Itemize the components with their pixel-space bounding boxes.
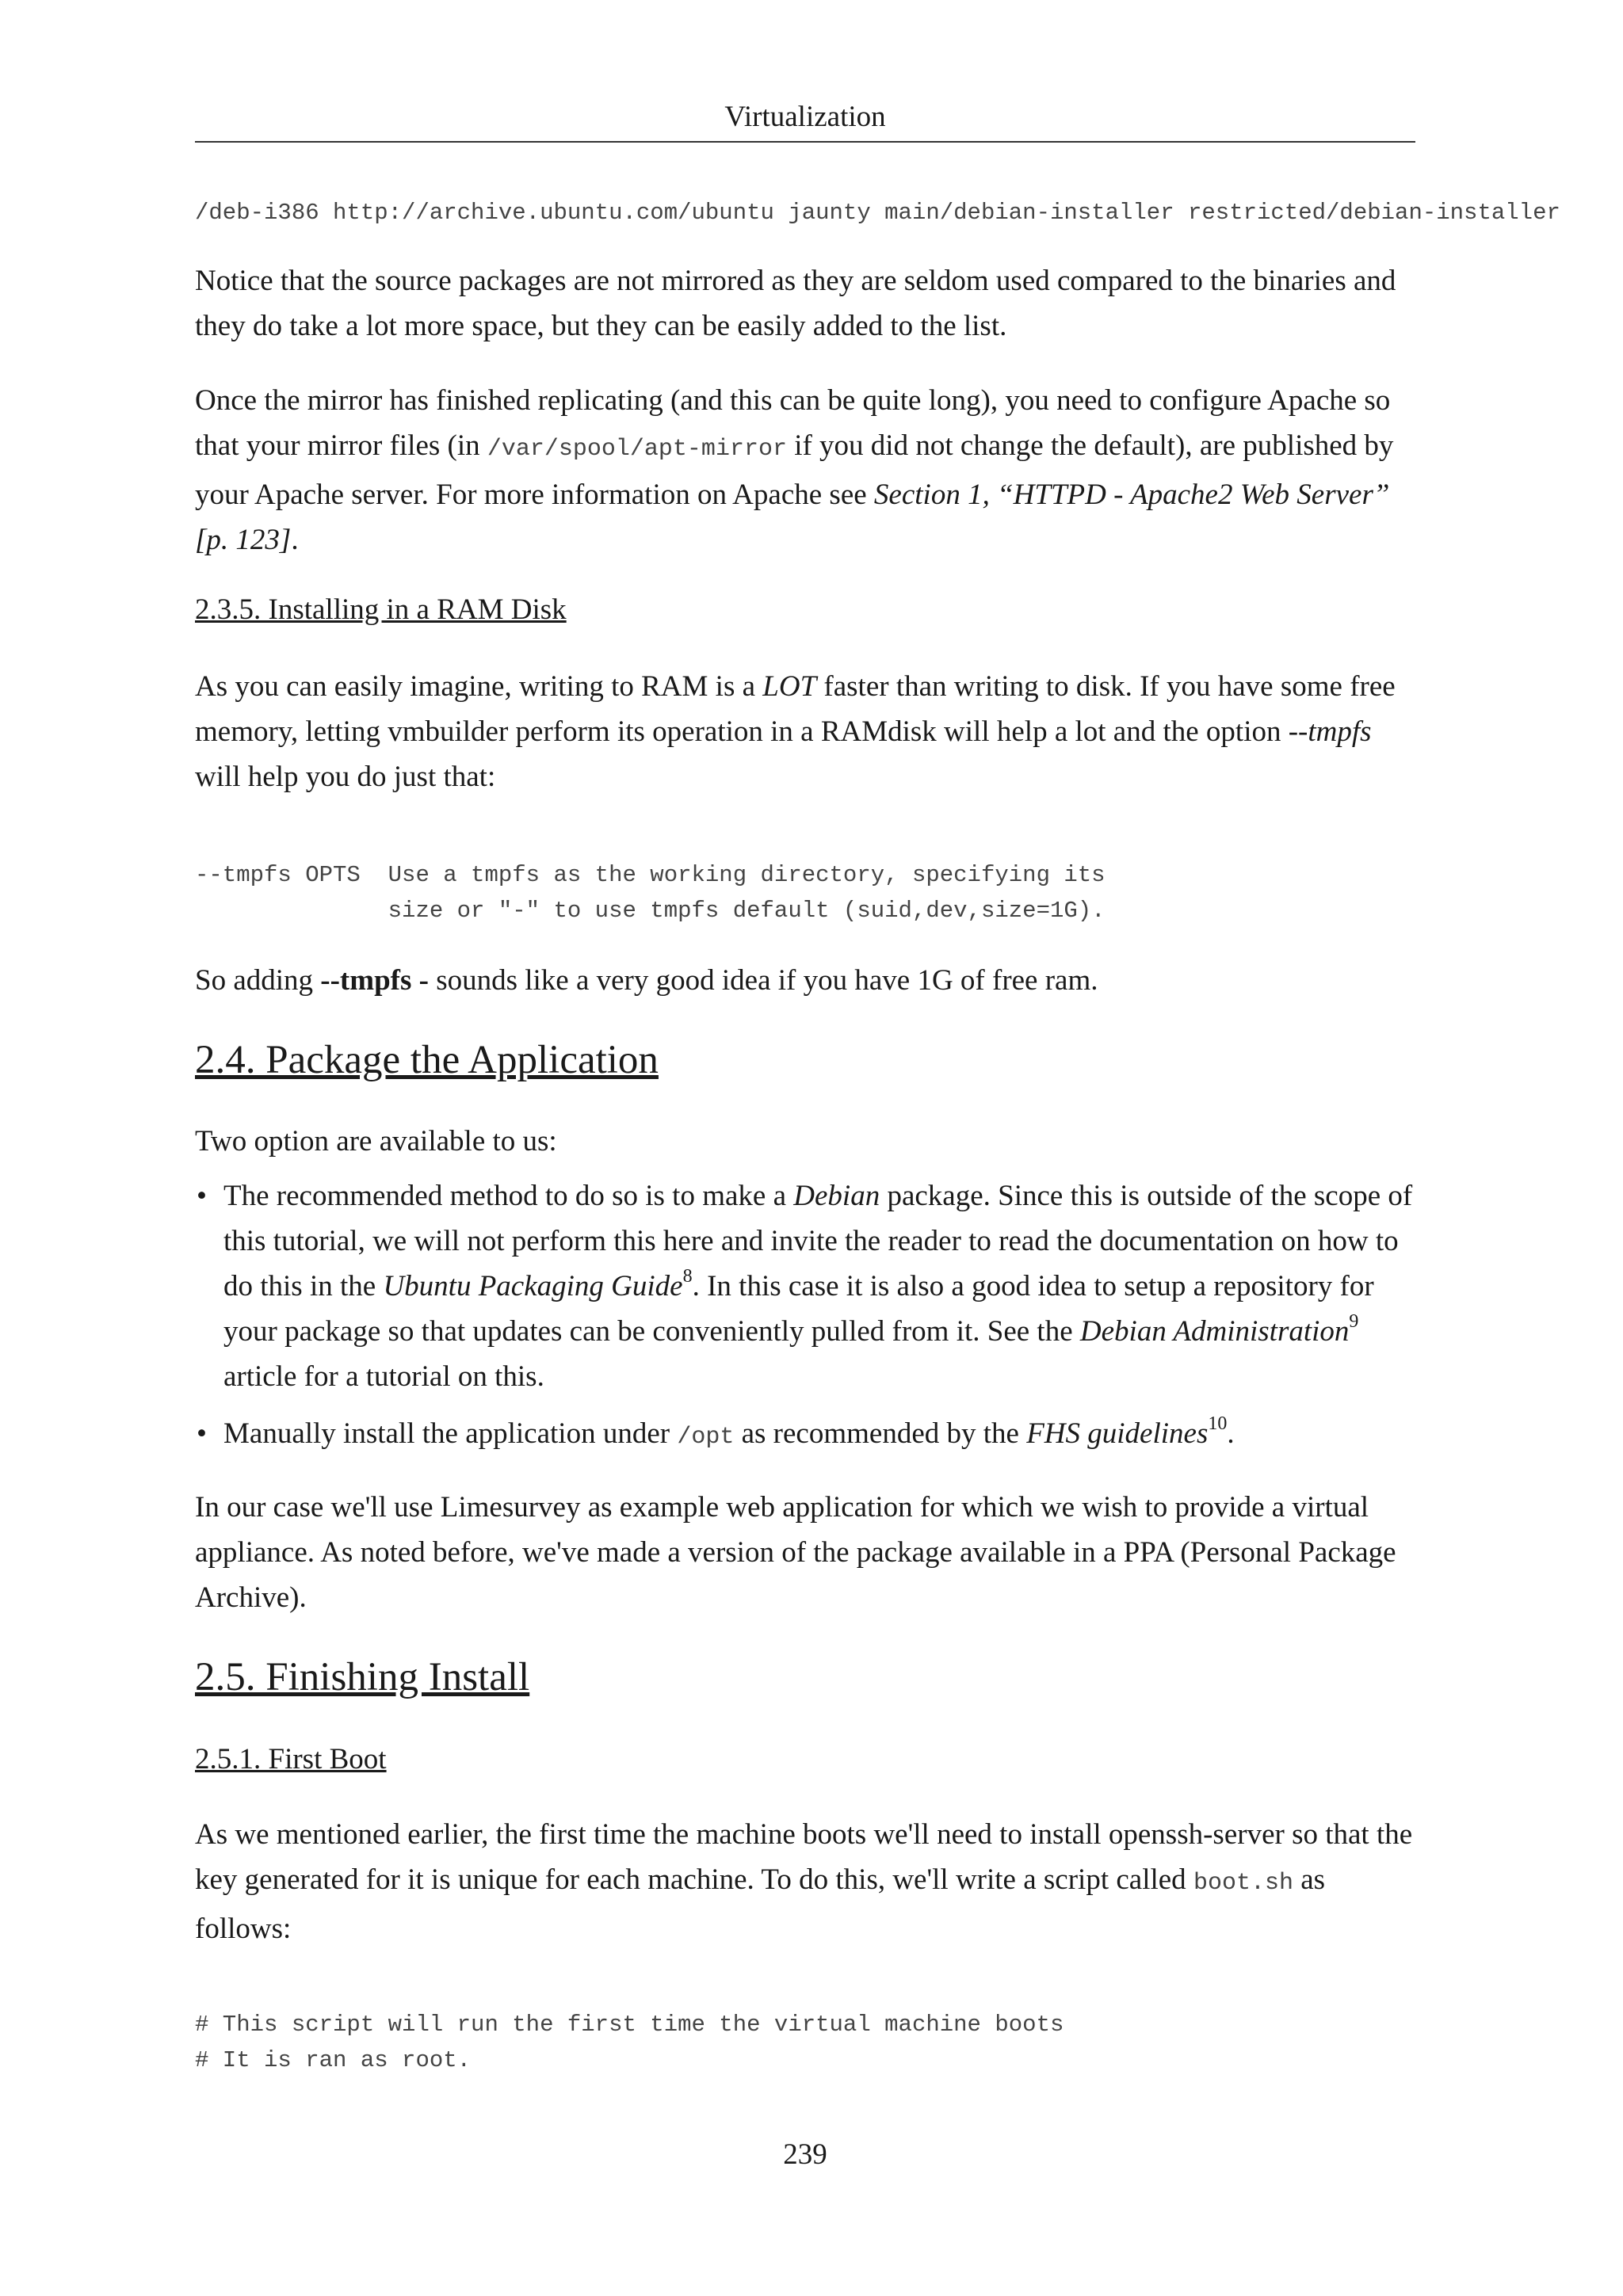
code-line-tmpfs-2: size or "-" to use tmpfs default (suid,dev,size=1G). xyxy=(195,898,1106,924)
paragraph-limesurvey: In our case we'll use Limesurvey as example web application for which we wish to provide a virtual appliance. As noted before, we've made a version of the package available in a PPA (Personal Package Archive). xyxy=(195,1491,1396,1614)
link-debian-administration[interactable]: Debian Administration xyxy=(1079,1315,1350,1348)
subsection-title-ram-disk: 2.3.5. Installing in a RAM Disk xyxy=(195,593,567,626)
paragraph-text: sounds like a very good idea if you have 1G of free ram. xyxy=(428,964,1098,997)
list-item-fragment: article for a tutorial on this. xyxy=(223,1360,544,1393)
list-item-fragment: . In this case it is also a good idea to setup a repository for your package so that updates can be conveniently pulled from it. See the xyxy=(223,1270,1374,1348)
section-title-package-application: 2.4. Package the Application xyxy=(195,1038,659,1082)
bullet-glyph: • xyxy=(197,1417,207,1450)
list-item-text xyxy=(223,1411,1415,1460)
list-item xyxy=(195,1173,1415,1399)
page-number: 239 xyxy=(783,2138,827,2171)
list-item-fragment: as recommended by the xyxy=(734,1417,1027,1450)
paragraph-text: As we mentioned earlier, the first time the machine boots we'll need to install openssh-server so that the key generated for it is unique for each machine. To do this, we'll write a script called xyxy=(195,1818,1413,1896)
inline-code-boot-sh: boot.sh xyxy=(1193,1870,1293,1897)
subsection-title-first-boot: 2.5.1. First Boot xyxy=(195,1743,387,1775)
paragraph-text: So adding xyxy=(195,964,321,997)
header-rule xyxy=(195,141,1415,143)
section-title-finishing-install: 2.5. Finishing Install xyxy=(195,1655,530,1699)
paragraph-text: faster than writing to disk. If you have some free memory, letting vmbuilder perform its operation in a RAMdisk will help a lot and the option xyxy=(195,670,1396,748)
paragraph-text: as follows: xyxy=(195,1863,1326,1945)
list-item xyxy=(195,1411,1415,1460)
list-item-text xyxy=(223,1173,1415,1399)
code-line-boot-1: # This script will run the first time the virtual machine boots xyxy=(195,2012,1064,2038)
emphasis-lot: LOT xyxy=(762,670,817,703)
list-item-fragment: Manually install the application under xyxy=(223,1417,678,1450)
footnote-ref-10[interactable]: 10 xyxy=(1208,1413,1228,1434)
paragraph-source-packages: Notice that the source packages are not mirrored as they are seldom used compared to the binaries and they do take a lot more space, but they can be easily added to the list. xyxy=(195,265,1396,342)
footnote-ref-9[interactable]: 9 xyxy=(1349,1310,1359,1332)
list-item-fragment: The recommended method to do so is to make a xyxy=(223,1180,794,1212)
emphasis-debian: Debian xyxy=(793,1180,880,1212)
paragraph-mirror-apache xyxy=(195,378,1415,563)
emphasis-tmpfs: --tmpfs xyxy=(1288,715,1372,748)
footnote-ref-8[interactable]: 8 xyxy=(682,1265,693,1287)
inline-code-path: /var/spool/apt-mirror xyxy=(487,436,787,463)
inline-code-opt: /opt xyxy=(677,1424,735,1451)
paragraph-tmpfs-advice xyxy=(195,958,1415,1003)
cross-reference-link[interactable]: Section 1, “HTTPD - Apache2 Web Server” [p. 123] xyxy=(195,479,1390,556)
link-fhs-guidelines[interactable]: FHS guidelines xyxy=(1026,1417,1209,1450)
code-line-tmpfs-1: --tmpfs OPTS Use a tmpfs as the working directory, specifying its xyxy=(195,862,1106,888)
paragraph-text: . xyxy=(291,524,299,556)
bullet-glyph: • xyxy=(197,1180,207,1212)
paragraph-ram-disk xyxy=(195,664,1415,799)
paragraph-text: if you did not change the default), are published by your Apache server. For more information on Apache see xyxy=(195,429,1394,511)
list-item-fragment: . xyxy=(1227,1417,1235,1450)
paragraph-first-boot xyxy=(195,1812,1415,1951)
paragraph-text: Once the mirror has finished replicating (and this can be quite long), you need to configure Apache so that your mirror files (in xyxy=(195,384,1391,462)
strong-tmpfs: --tmpfs - xyxy=(320,964,429,997)
code-line-deb-i386: /deb-i386 http://archive.ubuntu.com/ubuntu jaunty main/debian-installer restricted/debian-installer xyxy=(195,200,1560,226)
list-item-fragment: package. Since this is outside of the scope of this tutorial, we will not perform this here and invite the reader to read the documentation on how to do this in the xyxy=(223,1180,1413,1302)
running-header: Virtualization xyxy=(724,101,886,133)
paragraph-two-options: Two option are available to us: xyxy=(195,1125,557,1158)
code-line-boot-2: # It is ran as root. xyxy=(195,2047,472,2073)
paragraph-text: As you can easily imagine, writing to RAM is a xyxy=(195,670,763,703)
paragraph-text: will help you do just that: xyxy=(195,761,496,793)
link-ubuntu-packaging-guide[interactable]: Ubuntu Packaging Guide xyxy=(383,1270,683,1302)
